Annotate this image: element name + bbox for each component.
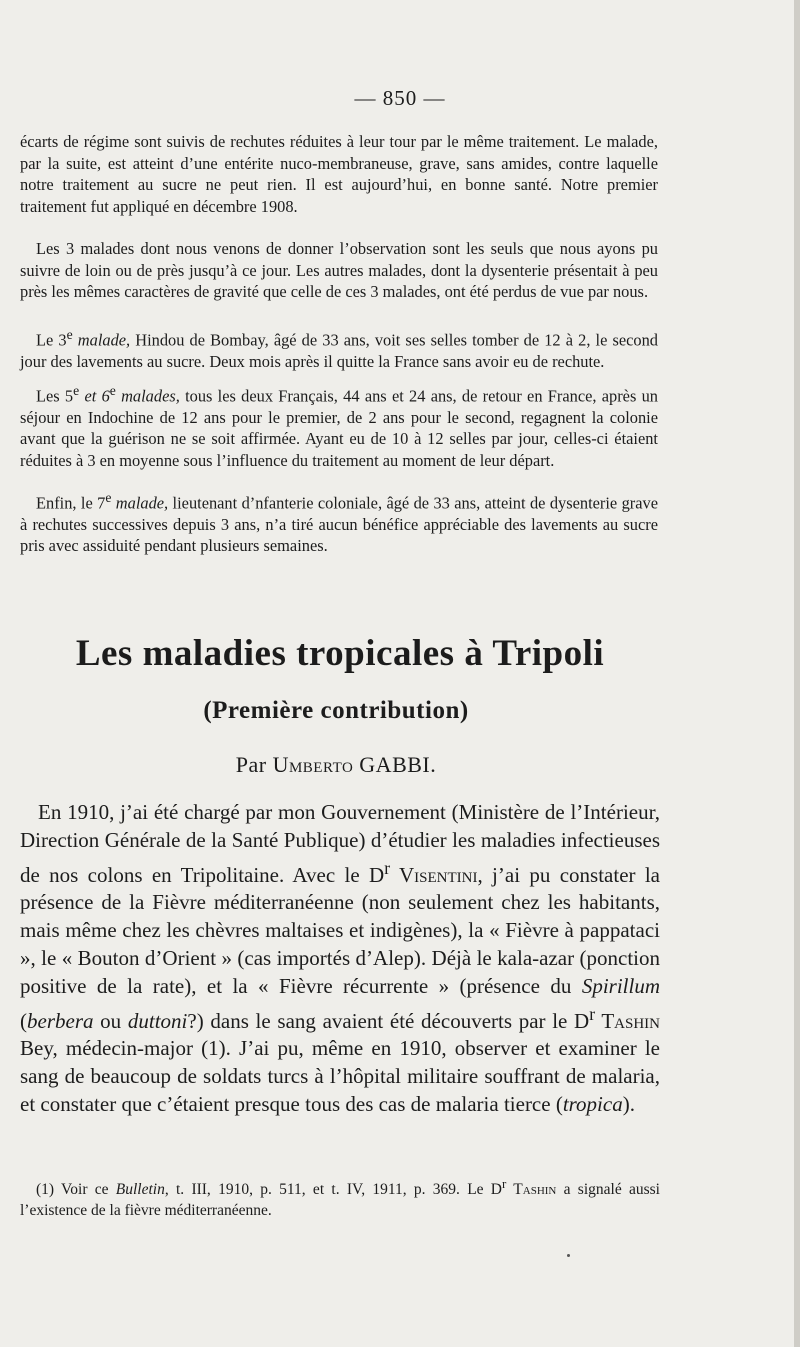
footnote: (1) Voir ce Bulletin, t. III, 1910, p. 511, et t. IV, 1911, p. 369. Le $D^r$ Tashin a signalé aussi l’existence de la fièvre méditerranéenne. — [20, 1176, 660, 1220]
article-subtitle: (Première contribution) — [203, 697, 469, 724]
paragraph-patients-5-6: Les 5e et 6e malades, tous les deux Français, 44 ans et 24 ans, de retour en France, après un séjour en Indochine de 12 ans pour le premier, de 2 ans pour le second, regagnent la colonie avant que la guérison ne se soit affirmée. Ayant eu de 10 à 12 selles par jour, celles-ci étaient réduites à 3 en moyenne sous l’influence du traitement au moment de leur départ. — [20, 383, 658, 470]
article-byline: Par Umberto GABBI. — [235, 752, 437, 777]
article-body: En 1910, j’ai été chargé par mon Gouvernement (Ministère de l’Intérieur, Direction Générale de la Santé Publique) d’étudier les maladies infectieuses de nos colons en Tripolitaine. Avec le $D^r$ Visentini, j’ai pu constater la présence de la Fièvre méditerranéenne (non seulement chez les habitants, mais même chez les chèvres maltaises et indigènes), la « Fièvre à pappataci », le « Bouton d’Orient » (cas importés d’Alep). Déjà le kala-azar (ponction positive de la rate), et la « Fièvre récurrente » (présence du Spirillum (berbera ou duttoni?) dans le sang avaient été découverts par le $D^r$ Tashin Bey, médecin-major (1). J’ai pu, même en 1910, observer et examiner le sang de beaucoup de soldats turcs à l’hôpital militaire souffrant de malaria, et constater que c’étaient presque tous des cas de malaria tierce (tropica). — [20, 800, 661, 1116]
page-number: — 850 — — [354, 86, 446, 110]
paragraph-observation-summary: Les 3 malades dont nous venons de donner l’observation sont les seuls que nous ayons pu suivre de loin ou de près jusqu’à ce jour. Les autres malades, dont la dysenterie présentait à peu près les mêmes caractères de gravité que celle de ces 3 malades, ont été perdus de vue par nous. — [20, 239, 658, 301]
paragraph-patient-7: Enfin, le 7e malade, lieutenant d’nfanterie coloniale, âgé de 33 ans, atteint de dysenterie grave à rechutes successives depuis 3 ans, n’a tiré aucun bénéfice appréciable des lavements au sucre pris avec assiduité pendant plusieurs semaines. — [20, 490, 658, 556]
paragraph-continuation: écarts de régime sont suivis de rechutes réduites à leur tour par le même traitement. Le malade, par la suite, est atteint d’une entérite nuco-membraneuse, grave, sans amides, contre laquelle notre traitement au sucre ne peut rien. Il est aujourd’hui, en bonne santé. Notre premier traitement fut appliqué en décembre 1908. — [20, 132, 658, 216]
author-name: Umberto GABBI. — [272, 752, 437, 777]
paragraph-patient-3: Le 3e malade, Hindou de Bombay, âgé de 33 ans, voit ses selles tomber de 12 à 2, le second jour des lavements au sucre. Deux mois après il quitte la France sans avoir eu de rechute. — [20, 327, 658, 371]
article-title: Les maladies tropicales à Tripoli — [75, 633, 605, 674]
ink-speck — [567, 1254, 570, 1257]
page-edge — [794, 0, 800, 1347]
